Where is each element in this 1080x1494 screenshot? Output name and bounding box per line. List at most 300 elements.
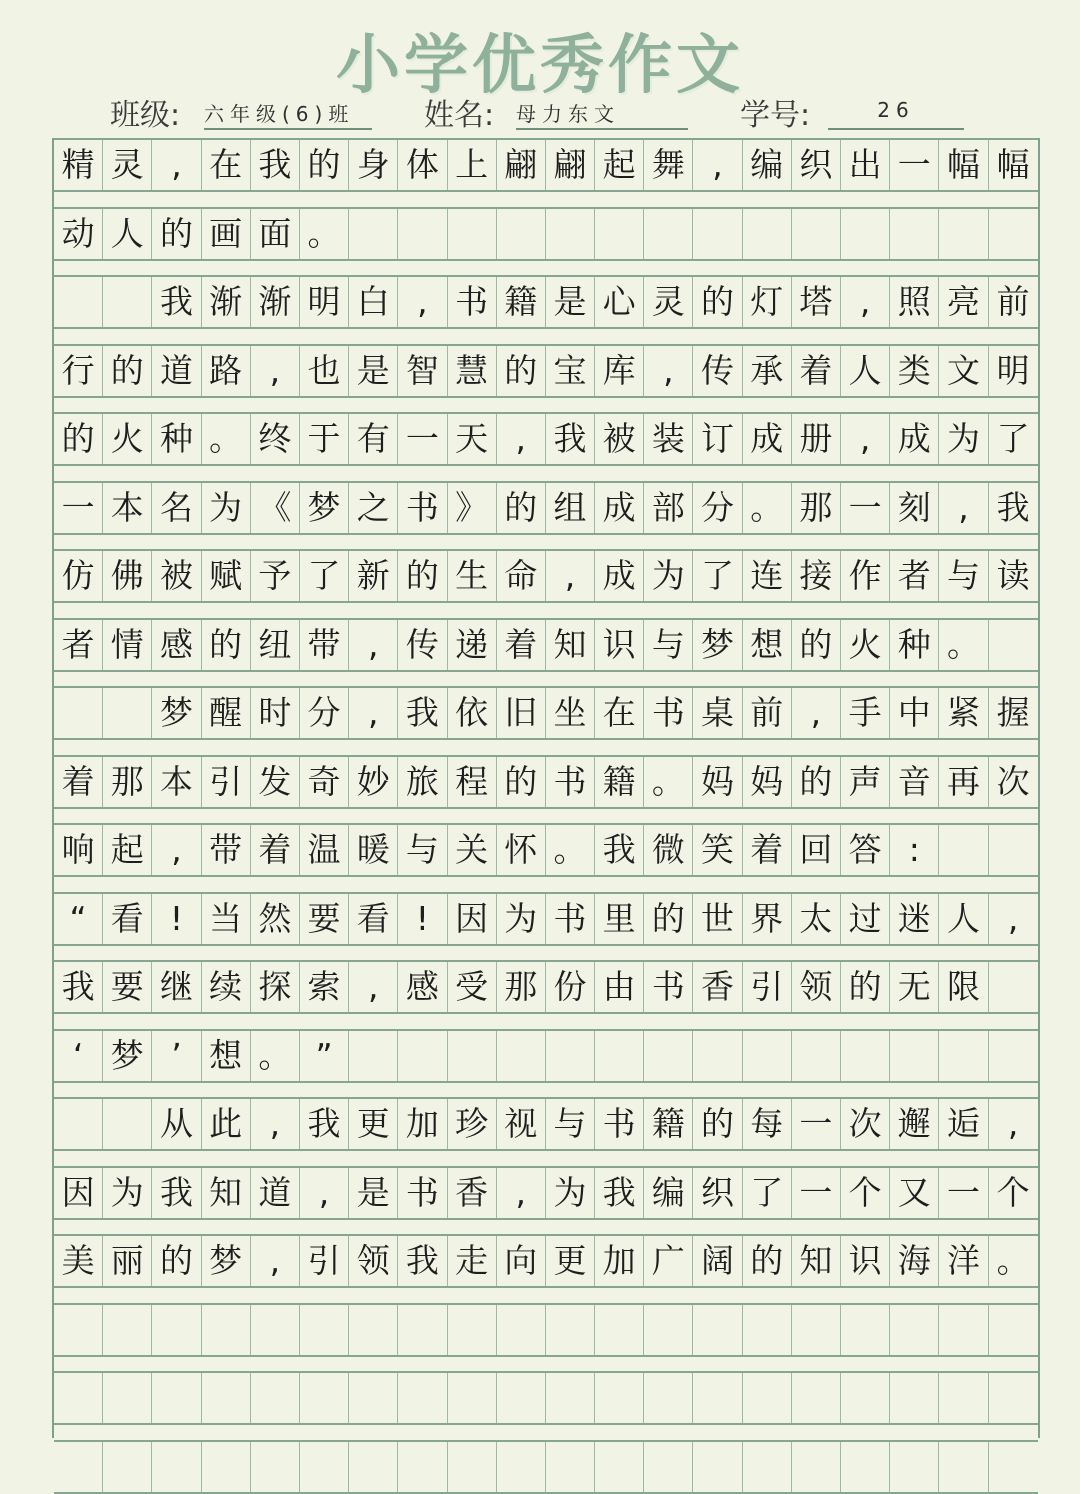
- grid-cell: 依: [448, 688, 497, 738]
- grid-cell: 之: [349, 483, 398, 533]
- grid-cell: 的: [398, 551, 447, 601]
- grid-cell: 加: [398, 1099, 447, 1149]
- grid-cell: 响: [54, 825, 103, 875]
- grid-cell: [398, 209, 447, 259]
- grid-cell: 里: [595, 894, 644, 944]
- grid-cell: 书: [644, 688, 693, 738]
- grid-cell: 被: [595, 414, 644, 464]
- grid-cell: 道: [152, 346, 201, 396]
- grid-cell: 逅: [939, 1099, 988, 1149]
- grid-cell: [546, 1031, 595, 1081]
- grid-cell: 。: [939, 620, 988, 670]
- grid-cell: 中: [890, 688, 939, 738]
- grid-cell: [448, 1305, 497, 1355]
- grid-cell: 的: [743, 1236, 792, 1286]
- grid-cell: 梦: [693, 620, 742, 670]
- grid-cell: 回: [792, 825, 841, 875]
- grid-cell: 的: [693, 277, 742, 327]
- grid-cell: 视: [497, 1099, 546, 1149]
- grid-cell: 体: [398, 140, 447, 190]
- grid-cell: 我: [398, 1236, 447, 1286]
- grid-cell: 读: [996, 556, 1030, 595]
- grid-cell: 书: [448, 277, 497, 327]
- grid-cell: [103, 688, 152, 738]
- grid-cell: [300, 1305, 349, 1355]
- grid-cell: 带: [202, 825, 251, 875]
- grid-cell: ,: [398, 277, 447, 327]
- grid-cell: 妙: [349, 757, 398, 807]
- grid-cell: 编: [743, 140, 792, 190]
- grid-cell: 一: [792, 1168, 841, 1218]
- grid-cell: [792, 1305, 841, 1355]
- grid-cell: 看: [349, 894, 398, 944]
- grid-cell: [497, 1031, 546, 1081]
- grid-cell: [103, 1442, 152, 1492]
- grid-cell: 与: [398, 825, 447, 875]
- grid-cell: 刻: [890, 483, 939, 533]
- grid-cell: [546, 209, 595, 259]
- grid-row: [54, 275, 1038, 329]
- grid-cell: 与: [939, 551, 988, 601]
- grid-cell: [939, 1305, 988, 1355]
- grid-cell: 渐: [251, 277, 300, 327]
- grid-cell: 一: [792, 1099, 841, 1149]
- grid-cell: 感: [398, 962, 447, 1012]
- grid-cell: 身: [349, 140, 398, 190]
- grid-cell: 的: [792, 620, 841, 670]
- grid-cell: 我: [54, 962, 103, 1012]
- grid-cell: 一: [398, 414, 447, 464]
- grid-cell: 行: [54, 346, 103, 396]
- grid-cell: 与: [546, 1099, 595, 1149]
- grid-cell: 续: [202, 962, 251, 1012]
- grid-cell: ,: [251, 1236, 300, 1286]
- grid-cell: 太: [792, 894, 841, 944]
- grid-cell: 精: [54, 140, 103, 190]
- grid-row: [54, 686, 1038, 740]
- grid-cell: [202, 1442, 251, 1492]
- grid-cell: [939, 825, 988, 875]
- grid-row: [54, 481, 1038, 535]
- grid-cell: 要: [300, 894, 349, 944]
- grid-cell: 梦: [300, 483, 349, 533]
- grid-cell: 暖: [349, 825, 398, 875]
- grid-cell: [989, 1442, 1038, 1492]
- grid-cell: 识: [841, 1236, 890, 1286]
- grid-cell: 宝: [546, 346, 595, 396]
- grid-cell: 阔: [693, 1236, 742, 1286]
- grid-cell: 我: [251, 140, 300, 190]
- grid-cell: 我: [595, 1168, 644, 1218]
- grid-cell: 受: [448, 962, 497, 1012]
- grid-cell: 予: [251, 551, 300, 601]
- grid-cell: [644, 1031, 693, 1081]
- grid-cell: 新: [349, 551, 398, 601]
- grid-cell: 书: [546, 757, 595, 807]
- grid-cell: ,: [644, 346, 693, 396]
- grid-cell: [939, 1442, 988, 1492]
- grid-cell: 织: [792, 140, 841, 190]
- grid-cell: 那: [497, 962, 546, 1012]
- grid-cell: [398, 1305, 447, 1355]
- grid-cell: [448, 1373, 497, 1423]
- grid-cell: [693, 209, 742, 259]
- grid-cell: 了: [743, 1168, 792, 1218]
- grid-cell: 那: [103, 757, 152, 807]
- grid-cell: 醒: [202, 688, 251, 738]
- grid-cell: [989, 1031, 1038, 1081]
- grid-cell: 洋: [939, 1236, 988, 1286]
- grid-cell: [349, 1442, 398, 1492]
- grid-cell: [152, 1373, 201, 1423]
- grid-cell: [300, 1442, 349, 1492]
- grid-cell: [989, 1305, 1038, 1355]
- grid-cell: 音: [890, 757, 939, 807]
- grid-cell: 坐: [546, 688, 595, 738]
- grid-cell: 种: [152, 414, 201, 464]
- grid-cell: 为: [644, 551, 693, 601]
- grid-row: [54, 823, 1038, 877]
- grid-cell: [398, 1442, 447, 1492]
- grid-cell: 成: [595, 551, 644, 601]
- grid-cell: 向: [497, 1236, 546, 1286]
- grid-cell: 我: [398, 688, 447, 738]
- grid-cell: 了: [300, 551, 349, 601]
- grid-cell: 在: [202, 140, 251, 190]
- grid-cell: 也: [300, 346, 349, 396]
- grid-cell: 着: [54, 757, 103, 807]
- grid-cell: 为: [497, 894, 546, 944]
- grid-cell: ,: [349, 688, 398, 738]
- grid-cell: 着: [497, 620, 546, 670]
- grid-cell: 灯: [743, 277, 792, 327]
- grid-cell: ,: [152, 825, 201, 875]
- grid-cell: [103, 1373, 152, 1423]
- grid-cell: 籍: [497, 277, 546, 327]
- grid-cell: 连: [743, 551, 792, 601]
- grid-cell: 分: [300, 688, 349, 738]
- grid-cell: 书: [398, 483, 447, 533]
- grid-cell: 类: [890, 346, 939, 396]
- grid-cell: [841, 209, 890, 259]
- grid-row: [54, 1440, 1038, 1494]
- grid-cell: ,: [152, 140, 201, 190]
- grid-cell: 的: [103, 346, 152, 396]
- grid-cell: 照: [890, 277, 939, 327]
- grid-cell: [693, 1373, 742, 1423]
- grid-cell: 生: [448, 551, 497, 601]
- grid-cell: [497, 1305, 546, 1355]
- grid-cell: 索: [300, 962, 349, 1012]
- grid-cell: 种: [890, 620, 939, 670]
- grid-cell: 。: [202, 414, 251, 464]
- grid-cell: 个: [841, 1168, 890, 1218]
- grid-cell: 路: [202, 346, 251, 396]
- grid-cell: [693, 1305, 742, 1355]
- grid-cell: 。: [251, 1031, 300, 1081]
- grid-cell: [152, 1442, 201, 1492]
- grid-cell: 赋: [202, 551, 251, 601]
- grid-cell: 库: [595, 346, 644, 396]
- grid-cell: [989, 620, 1038, 670]
- grid-cell: ,: [841, 277, 890, 327]
- grid-row: [54, 549, 1038, 603]
- grid-cell: 笑: [693, 825, 742, 875]
- grid-cell: 此: [202, 1099, 251, 1149]
- grid-cell: 的: [693, 1099, 742, 1149]
- grid-cell: 知: [546, 620, 595, 670]
- grid-cell: 过: [841, 894, 890, 944]
- grid-cell: 佛: [103, 551, 152, 601]
- grid-cell: [644, 209, 693, 259]
- grid-cell: [989, 825, 1038, 875]
- grid-cell: 。: [996, 1241, 1030, 1280]
- grid-cell: [890, 1305, 939, 1355]
- grid-cell: [792, 1373, 841, 1423]
- grid-cell: 在: [595, 688, 644, 738]
- grid-cell: [546, 1373, 595, 1423]
- grid-cell: 感: [152, 620, 201, 670]
- grid-cell: 递: [448, 620, 497, 670]
- grid-cell: ”: [300, 1031, 349, 1081]
- grid-cell: [152, 1305, 201, 1355]
- grid-cell: 仿: [54, 551, 103, 601]
- grid-cell: 被: [152, 551, 201, 601]
- grid-cell: 微: [644, 825, 693, 875]
- grid-cell: 界: [743, 894, 792, 944]
- grid-cell: ,: [546, 551, 595, 601]
- grid-cell: 广: [644, 1236, 693, 1286]
- grid-cell: ,: [693, 140, 742, 190]
- grid-cell: 是: [546, 277, 595, 327]
- grid-cell: 渐: [202, 277, 251, 327]
- grid-cell: [202, 1373, 251, 1423]
- grid-cell: 终: [251, 414, 300, 464]
- grid-row: [54, 1371, 1038, 1425]
- grid-cell: 命: [497, 551, 546, 601]
- grid-cell: 迷: [890, 894, 939, 944]
- grid-cell: ,: [939, 483, 988, 533]
- grid-cell: 走: [448, 1236, 497, 1286]
- grid-cell: 名: [152, 483, 201, 533]
- grid-row: [54, 1166, 1038, 1220]
- grid-cell: 白: [349, 277, 398, 327]
- grid-cell: 天: [448, 414, 497, 464]
- grid-cell: ,: [251, 346, 300, 396]
- grid-cell: 情: [103, 620, 152, 670]
- grid-cell: 面: [251, 209, 300, 259]
- grid-cell: [644, 1305, 693, 1355]
- number-value: 26: [828, 98, 964, 130]
- grid-cell: 火: [103, 414, 152, 464]
- grid-cell: 妈: [743, 757, 792, 807]
- grid-cell: 个: [996, 1172, 1030, 1212]
- grid-cell: 起: [103, 825, 152, 875]
- grid-cell: !: [398, 894, 447, 944]
- grid-cell: [890, 1373, 939, 1423]
- grid-cell: 前: [743, 688, 792, 738]
- grid-cell: 梦: [103, 1031, 152, 1081]
- grid-cell: 为: [202, 483, 251, 533]
- grid-cell: [54, 688, 103, 738]
- grid-cell: 世: [693, 894, 742, 944]
- grid-cell: 答: [841, 825, 890, 875]
- grid-cell: [251, 1442, 300, 1492]
- grid-cell: [54, 1373, 103, 1423]
- grid-cell: [743, 1305, 792, 1355]
- grid-cell: 人: [939, 894, 988, 944]
- grid-cell: 想: [743, 620, 792, 670]
- grid-cell: 的: [497, 757, 546, 807]
- grid-cell: 明: [300, 277, 349, 327]
- grid-cell: [595, 1031, 644, 1081]
- grid-cell: 的: [841, 962, 890, 1012]
- grid-cell: 出: [841, 140, 890, 190]
- grid-cell: 的: [202, 620, 251, 670]
- grid-cell: 册: [792, 414, 841, 464]
- grid-cell: 订: [693, 414, 742, 464]
- grid-cell: 明: [996, 350, 1030, 390]
- grid-cell: 我: [546, 414, 595, 464]
- grid-cell: 书: [595, 1099, 644, 1149]
- grid-cell: 时: [251, 688, 300, 738]
- grid-cell: 。: [546, 825, 595, 875]
- grid-cell: ’: [152, 1031, 201, 1081]
- grid-cell: 本: [152, 757, 201, 807]
- grid-cell: 美: [54, 1236, 103, 1286]
- grid-row: [54, 344, 1038, 398]
- grid-cell: 海: [890, 1236, 939, 1286]
- grid-cell: [349, 1305, 398, 1355]
- grid-cell: 加: [595, 1236, 644, 1286]
- grid-cell: 再: [939, 757, 988, 807]
- grid-cell: [792, 1442, 841, 1492]
- grid-cell: 程: [448, 757, 497, 807]
- grid-cell: 因: [448, 894, 497, 944]
- grid-cell: 的: [497, 346, 546, 396]
- grid-cell: 动: [54, 209, 103, 259]
- grid-cell: ,: [841, 414, 890, 464]
- grid-cell: 要: [103, 962, 152, 1012]
- grid-cell: [939, 209, 988, 259]
- grid-cell: 每: [743, 1099, 792, 1149]
- class-label: 班级:: [110, 98, 181, 133]
- grid-cell: 更: [546, 1236, 595, 1286]
- grid-cell: 是: [349, 346, 398, 396]
- grid-row: [54, 1029, 1038, 1083]
- grid-cell: 旅: [398, 757, 447, 807]
- grid-cell: [497, 209, 546, 259]
- grid-cell: 着: [251, 825, 300, 875]
- grid-cell: [644, 1442, 693, 1492]
- grid-cell: 幅: [939, 140, 988, 190]
- grid-cell: [546, 1442, 595, 1492]
- grid-cell: 份: [546, 962, 595, 1012]
- grid-cell: [743, 1373, 792, 1423]
- grid-cell: ,: [300, 1168, 349, 1218]
- grid-cell: 更: [349, 1099, 398, 1149]
- grid-cell: 妈: [693, 757, 742, 807]
- grid-cell: 又: [890, 1168, 939, 1218]
- grid-cell: 分: [693, 483, 742, 533]
- grid-cell: 织: [693, 1168, 742, 1218]
- grid-cell: 为: [546, 1168, 595, 1218]
- grid-cell: [497, 1442, 546, 1492]
- grid-cell: 怀: [497, 825, 546, 875]
- grid-cell: [890, 209, 939, 259]
- grid-cell: 的: [644, 894, 693, 944]
- grid-cell: 限: [939, 962, 988, 1012]
- grid-cell: ,: [497, 1168, 546, 1218]
- grid-cell: 成: [743, 414, 792, 464]
- grid-cell: 由: [595, 962, 644, 1012]
- grid-cell: 次: [841, 1099, 890, 1149]
- grid-cell: 的: [497, 483, 546, 533]
- grid-row: [54, 1097, 1038, 1151]
- grid-cell: [644, 1373, 693, 1423]
- grid-cell: ,: [349, 962, 398, 1012]
- grid-cell: 了: [996, 419, 1030, 458]
- grid-cell: :: [890, 825, 939, 875]
- grid-cell: [792, 1031, 841, 1081]
- grid-cell: [890, 1442, 939, 1492]
- grid-cell: 那: [792, 483, 841, 533]
- grid-cell: ,: [1007, 898, 1019, 938]
- grid-cell: 旧: [497, 688, 546, 738]
- grid-cell: 珍: [448, 1099, 497, 1149]
- grid-cell: 灵: [644, 277, 693, 327]
- name-value: 母力东文: [516, 98, 688, 130]
- grid-cell: [989, 1373, 1038, 1423]
- writing-grid: [52, 138, 1040, 1438]
- grid-cell: 组: [546, 483, 595, 533]
- grid-cell: 人: [103, 209, 152, 259]
- grid-cell: ,: [497, 414, 546, 464]
- grid-cell: 书: [644, 962, 693, 1012]
- grid-cell: [693, 1442, 742, 1492]
- grid-cell: 引: [300, 1236, 349, 1286]
- student-info: [0, 90, 1080, 136]
- grid-cell: 握: [996, 693, 1030, 732]
- grid-cell: 我: [300, 1099, 349, 1149]
- grid-cell: [841, 1305, 890, 1355]
- grid-cell: 领: [349, 1236, 398, 1286]
- grid-cell: [349, 1031, 398, 1081]
- grid-cell: [841, 1373, 890, 1423]
- grid-cell: 》: [448, 483, 497, 533]
- grid-cell: [595, 1442, 644, 1492]
- grid-cell: [54, 277, 103, 327]
- grid-cell: [546, 1305, 595, 1355]
- grid-cell: [939, 1373, 988, 1423]
- name-label: 姓名:: [424, 98, 495, 133]
- grid-cell: [497, 1373, 546, 1423]
- grid-cell: ,: [349, 620, 398, 670]
- grid-cell: 塔: [792, 277, 841, 327]
- grid-cell: 知: [202, 1168, 251, 1218]
- grid-cell: [792, 209, 841, 259]
- grid-cell: 人: [841, 346, 890, 396]
- grid-cell: 籍: [595, 757, 644, 807]
- grid-cell: 为: [103, 1168, 152, 1218]
- grid-cell: 本: [103, 483, 152, 533]
- grid-cell: [54, 1099, 103, 1149]
- grid-cell: 桌: [693, 688, 742, 738]
- grid-cell: 香: [693, 962, 742, 1012]
- grid-cell: 翩: [546, 140, 595, 190]
- grid-cell: 翩: [497, 140, 546, 190]
- grid-cell: 带: [300, 620, 349, 670]
